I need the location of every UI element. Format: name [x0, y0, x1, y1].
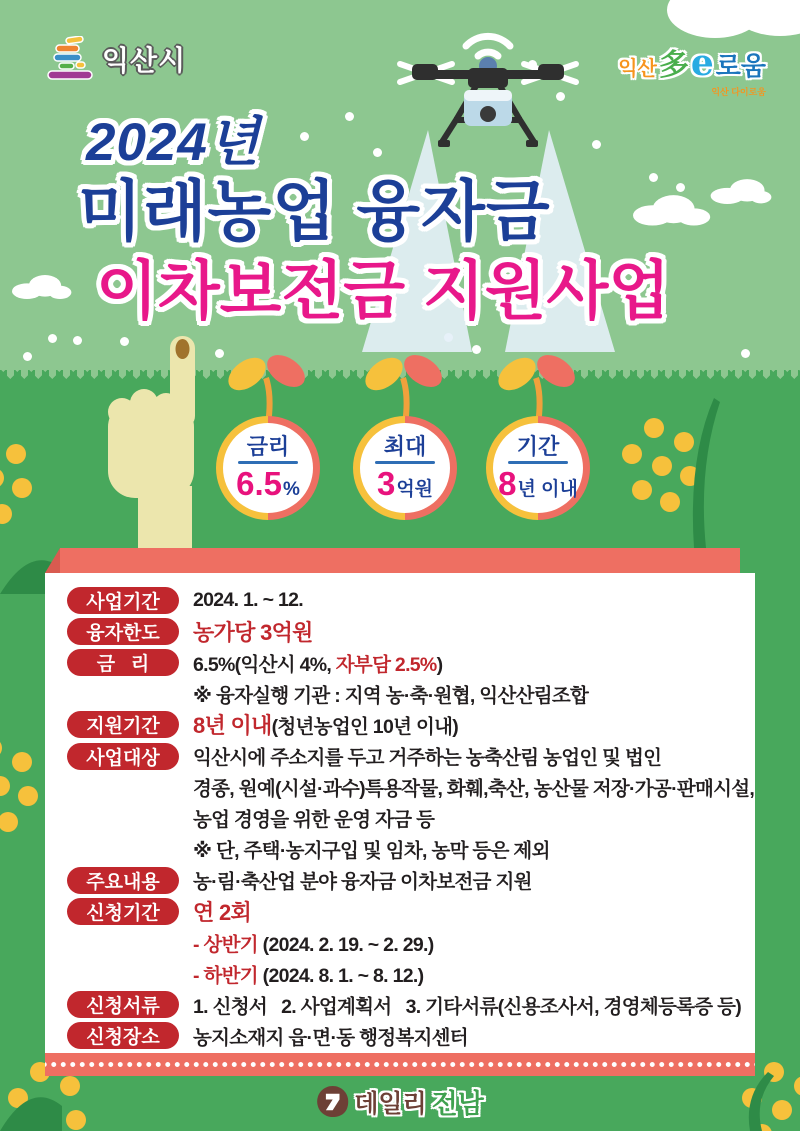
sprout-leaves-icon	[339, 348, 471, 424]
info-rows	[67, 585, 755, 1051]
info-row	[67, 958, 743, 989]
row-text: - 하반기 (2024. 8. 1. ~ 8. 12.)	[193, 964, 424, 987]
pointing-hand-icon	[94, 336, 208, 554]
iksan-city-logo-icon	[46, 36, 94, 82]
card-top-bar	[60, 548, 740, 573]
badge-max-amount	[339, 348, 471, 538]
brand-word-1: 익산	[618, 58, 657, 80]
info-card	[45, 573, 755, 1053]
row-text: ※ 융자실행 기관 : 지역 농·축·원협, 익산산림조합	[193, 684, 589, 707]
row-text: 8년 이내 (청년농업인 10년 이내)	[193, 713, 459, 739]
badge-value: 6.5	[236, 465, 282, 502]
badge-unit: 년 이내	[517, 479, 578, 500]
row-text: 2024. 1. ~ 12.	[193, 589, 304, 612]
row-pill: 금 리	[67, 649, 179, 676]
row-pill: 신청기간	[67, 898, 179, 925]
brand-logo	[618, 40, 766, 98]
sprout-leaves-icon	[202, 348, 334, 424]
badge-divider	[375, 461, 435, 464]
row-text: 6.5%(익산시 4%, 자부담 2.5% )	[193, 653, 443, 676]
info-row	[67, 896, 743, 927]
row-pill: 융자한도	[67, 618, 179, 645]
info-row	[67, 927, 743, 958]
brand-word-3: e	[690, 42, 714, 84]
title-line-2: 이차보전금 지원사업	[96, 255, 671, 327]
info-row	[67, 647, 743, 678]
row-text: 농·림·축산업 분야 융자금 이차보전금 지원	[193, 871, 532, 894]
info-row	[67, 1020, 743, 1051]
badge-label: 최대	[383, 434, 427, 459]
info-row	[67, 989, 743, 1020]
row-text: 1. 신청서 2. 사업계획서 3. 기타서류(신용조사서, 경영체등록증 등)	[193, 995, 742, 1018]
row-text: - 상반기 (2024. 2. 19. ~ 2. 29.)	[193, 933, 434, 956]
footer-logo-text-1: 데일리	[354, 1089, 427, 1118]
title-year: 2024년	[86, 113, 261, 172]
row-pill: 사업기간	[67, 587, 179, 614]
sprout-leaves-icon	[472, 348, 604, 424]
row-pill: 지원기간	[67, 711, 179, 738]
footer-logo	[316, 1082, 484, 1121]
row-pill: 신청서류	[67, 991, 179, 1018]
info-row	[67, 709, 743, 740]
row-text: 연 2회	[193, 899, 252, 925]
badge-divider	[508, 461, 568, 464]
row-text: 익산시에 주소지를 두고 거주하는 농축산림 농업인 및 법인	[193, 747, 662, 770]
row-pill: 주요내용	[67, 867, 179, 894]
footer-logo-icon	[316, 1085, 349, 1118]
row-text: 농지소재지 읍·면·동 행정복지센터	[193, 1026, 468, 1049]
brand-word-4: 로움	[715, 51, 766, 81]
brand-word-2: 多	[658, 49, 689, 82]
badge-label: 금리	[246, 434, 290, 459]
info-row	[67, 616, 743, 647]
grass-blade-icon	[686, 398, 720, 548]
badge-interest-rate	[202, 348, 334, 538]
info-row	[67, 678, 743, 709]
brand-subtext: 익산 다이로움	[711, 87, 766, 97]
badge-value: 8	[498, 465, 517, 502]
info-row	[67, 834, 743, 865]
badge-label: 기간	[516, 434, 560, 459]
row-text: 농업 경영을 위한 운영 자금 등	[193, 809, 435, 832]
row-text: ※ 단, 주택·농지구입 및 임차, 농막 등은 제외	[193, 840, 550, 863]
iksan-city-logo	[46, 36, 186, 82]
title-line-1: 미래농업 융자금	[78, 174, 551, 248]
row-text: 농가당 3억원	[193, 620, 313, 646]
info-row	[67, 803, 743, 834]
badge-period	[472, 348, 604, 538]
cloud-icon	[710, 176, 772, 204]
info-row	[67, 865, 743, 896]
footer-logo-text-2: 전남	[431, 1089, 484, 1119]
badge-value: 3	[376, 465, 396, 502]
badge-unit: 억원	[396, 479, 434, 500]
badge-divider	[238, 461, 298, 464]
grass-blade-icon	[744, 1072, 774, 1131]
info-row	[67, 740, 743, 771]
city-logo-text: 익산시	[102, 45, 187, 76]
cloud-icon	[633, 190, 711, 226]
row-text: 경종, 원예(시설·과수)특용작물, 화훼,축산, 농산물 저장·가공·판매시설,	[193, 778, 755, 801]
row-pill: 사업대상	[67, 743, 179, 770]
row-pill: 신청장소	[67, 1022, 179, 1049]
info-row	[67, 772, 755, 803]
cloud-icon	[12, 272, 72, 299]
card-bottom-bar	[45, 1053, 755, 1076]
grass-blade-icon	[0, 1088, 62, 1131]
info-row	[67, 585, 743, 616]
badge-unit: %	[282, 479, 300, 500]
drone-icon	[388, 20, 588, 170]
